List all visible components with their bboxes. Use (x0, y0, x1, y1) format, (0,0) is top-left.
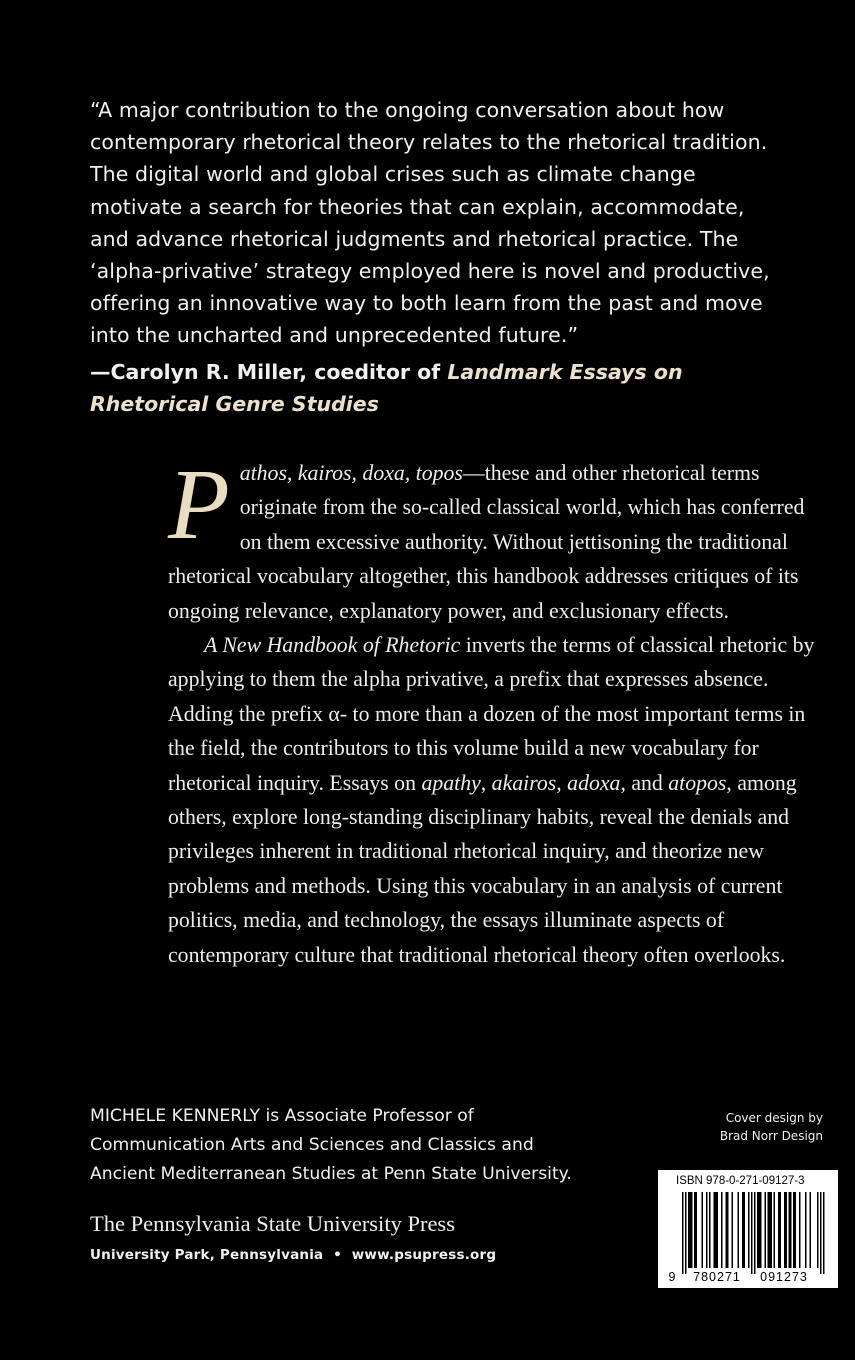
barcode-bar (732, 1192, 734, 1268)
classical-terms: athos, kairos, doxa, topos (239, 461, 463, 485)
barcode-bar (820, 1192, 822, 1274)
isbn-barcode (658, 1170, 838, 1288)
barcode-bar (805, 1192, 807, 1268)
barcode-bar (717, 1192, 719, 1268)
barcode-bar (799, 1192, 801, 1268)
barcode-bar (709, 1192, 711, 1268)
description-text: inverts the terms of classical rhetoric by applying to them the alpha privative, a prefix that expresses absence. Adding the prefix α- to more than a dozen of the most important terms in the field, the contributors to this volume build a new vocabulary for rhetorical inquiry. Essays on (168, 633, 815, 795)
barcode-bar (769, 1192, 771, 1268)
barcode-bar (682, 1192, 684, 1274)
quote-line: contemporary rhetorical theory relates to the rhetorical tradition. (90, 130, 768, 155)
barcode-graphic (658, 1170, 838, 1288)
barcode-digit-first: 9 (668, 1270, 676, 1284)
barcode-bar (817, 1192, 819, 1268)
endorsement-quote (90, 94, 780, 352)
punctuation: , and (620, 770, 669, 795)
quote-line: “A major contribution to the ongoing conversation about how (90, 98, 725, 122)
barcode-bar (702, 1192, 704, 1268)
description-text: —these and other rhetorical terms originate from the so-called classical world, which has conferred on them excessive authority. Without jettisoning the traditional rhetorical vocabulary altogether, this handbook addresses critiques of its ongoing relevance, explanatory power, and exclusionary effects. (168, 461, 805, 623)
publisher-name: The Pennsylvania State University Press (90, 1211, 455, 1236)
quote-line: The digital world and global crises such as climate change (90, 162, 696, 187)
barcode-bar (778, 1192, 780, 1268)
barcode-bar (715, 1192, 717, 1268)
cover-credit-designer: Brad Norr Design (719, 1129, 823, 1143)
barcode-bar (726, 1192, 728, 1268)
cover-credit-line: Cover design by (725, 1111, 823, 1125)
barcode-bar (694, 1192, 696, 1268)
barcode-bar (759, 1192, 761, 1268)
barcode-bar (771, 1192, 773, 1268)
barcode-bar (823, 1192, 825, 1274)
barcode-bar (691, 1192, 693, 1268)
book-title: A New Handbook of Rhetoric (204, 633, 461, 658)
book-description (168, 448, 818, 972)
barcode-bar (744, 1192, 746, 1268)
author-bio (90, 1102, 630, 1189)
barcode-bar (751, 1192, 753, 1274)
barcode-bar (706, 1192, 708, 1268)
barcode-bar (790, 1192, 792, 1268)
quote-line: offering an innovative way to both learn from the past and move (90, 291, 763, 316)
barcode-bar (780, 1192, 782, 1268)
barcode-bars (682, 1192, 825, 1274)
barcode-bar (754, 1192, 756, 1274)
term-adoxa: adoxa (567, 770, 621, 795)
barcode-bar (714, 1192, 716, 1268)
bio-line: Communication Arts and Sciences and Classics and (90, 1135, 534, 1155)
attribution-book-title: Landmark Essays on Rhetorical Genre Studies (90, 360, 683, 417)
drop-cap: P (168, 448, 230, 560)
attribution-name: —Carolyn R. Miller, coeditor of (90, 360, 448, 384)
barcode-bar (757, 1192, 759, 1268)
isbn-label: ISBN 978-0-271-09127-3 (676, 1175, 805, 1187)
barcode-bar (786, 1192, 788, 1268)
barcode-bar (810, 1192, 812, 1268)
barcode-bar (793, 1192, 795, 1268)
quote-line: into the uncharted and unprecedented future.” (90, 323, 579, 348)
term-apathy: apathy (421, 770, 481, 795)
publisher-location: University Park, Pennsylvania • www.psupress.org (90, 1247, 497, 1263)
quote-line: and advance rhetorical judgments and rhetorical practice. The (90, 226, 739, 251)
barcode-bar (690, 1192, 692, 1268)
barcode-bar (768, 1192, 770, 1268)
barcode-bar (685, 1192, 687, 1274)
barcode-digits-right: 091273 (760, 1270, 808, 1284)
barcode-bar (765, 1192, 767, 1268)
endorsement-attribution (90, 356, 780, 420)
cover-credit (720, 1109, 823, 1145)
barcode-bar (727, 1192, 729, 1268)
barcode-bar (688, 1192, 690, 1268)
bio-line: Ancient Mediterranean Studies at Penn State University. (90, 1164, 572, 1184)
description-paragraph-1 (168, 448, 818, 628)
barcode-bar (748, 1192, 750, 1268)
term-atopos: atopos (668, 770, 727, 795)
description-text: , among others, explore long-standing disciplinary habits, reveal the denials and privileges inherent in traditional rhetorical inquiry, and theorize new problems and methods. Using this vocabulary in an analysis of current politics, media, and technology, the essays illuminate aspects of contemporary culture that traditional rhetorical theory often overlooks. (168, 770, 797, 967)
barcode-bar (696, 1192, 698, 1268)
punctuation: , (556, 770, 568, 795)
punctuation: , (480, 770, 492, 795)
barcode-bar (795, 1192, 797, 1268)
barcode-bar (789, 1192, 791, 1268)
term-akairos: akairos (491, 770, 557, 795)
description-paragraph-2 (168, 628, 818, 972)
barcode-bar (760, 1192, 762, 1268)
barcode-bar (774, 1192, 776, 1268)
quote-line: motivate a search for theories that can explain, accommodate, (90, 194, 745, 219)
barcode-bar (742, 1192, 744, 1268)
quote-line: ‘alpha-privative’ strategy employed here is novel and productive, (90, 259, 770, 284)
barcode-bar (721, 1192, 723, 1268)
barcode-bar (784, 1192, 786, 1268)
barcode-digits-left: 780271 (693, 1270, 741, 1284)
barcode-bar (738, 1192, 740, 1268)
bio-line: MICHELE KENNERLY is Associate Professor of (90, 1106, 474, 1126)
